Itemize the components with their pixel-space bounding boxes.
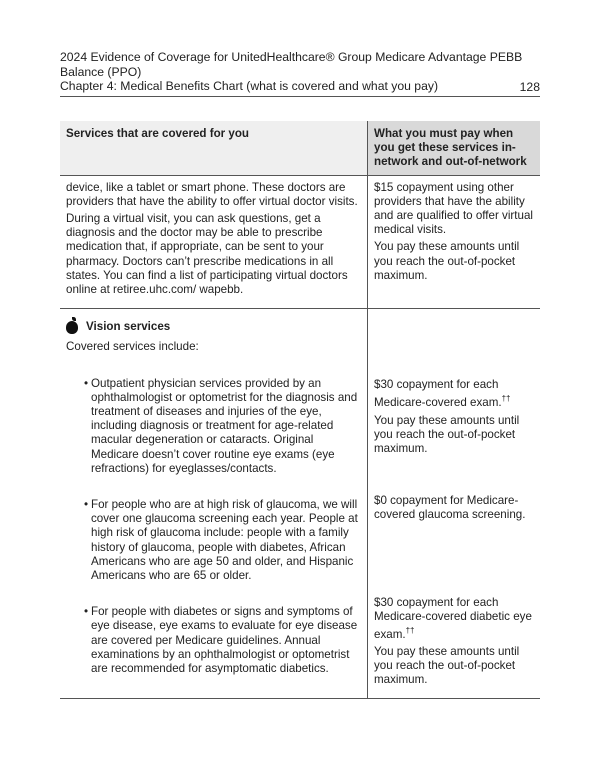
payment-block (374, 596, 534, 688)
footnote-mark: †† (501, 394, 511, 404)
payment-block (374, 378, 534, 456)
header-rule (60, 96, 540, 97)
text: $15 copayment using other providers that have the ability and are qualified to offer virtual medical visits. (374, 180, 533, 237)
text: During a virtual visit, you can ask questions, get a diagnosis and the doctor may be able to prescribe medication that, if appropriate, can be sent to your pharmacy. Doctors can’t prescribe medications in all states. You can find a list of participating virtual doctors online at retiree.uhc.com/ wapebb. (66, 212, 348, 297)
table-row-vision (60, 309, 540, 699)
text: You pay these amounts until you reach the out-of-pocket maximum. (374, 413, 520, 455)
section-title: Vision services (86, 320, 171, 334)
list-item: • For people who are at high risk of glaucoma, we will cover one glaucoma screening each year. People at high risk of glaucoma include: people with a family history of glaucoma, people with diabetes, African Americans who are age 50 and older, and Hispanic Americans who are 65 or older. (66, 498, 361, 583)
chapter-title: Chapter 4: Medical Benefits Chart (what is covered and what you pay) (60, 79, 439, 93)
table-row (60, 175, 540, 309)
text: device, like a tablet or smart phone. These doctors are providers that have the ability to offer virtual doctor visits. (66, 180, 358, 208)
document-title: 2024 Evidence of Coverage for UnitedHealthcare® Group Medicare Advantage PEBB Balance (PPO) (60, 50, 523, 79)
list-item: • For people with diabetes or signs and symptoms of eye disease, eye exams to evaluate for eye disease are covered per Medicare guidelines. Annual examinations by an ophthalmologist or optometrist are recommended for asymptomatic diabetics. (66, 605, 361, 676)
column-header-services: Services that are covered for you (60, 121, 368, 175)
text: $30 copayment for each Medicare-covered diabetic eye exam. (374, 595, 532, 641)
text: You pay these amounts until you reach the out-of-pocket maximum. (374, 644, 520, 687)
footnote-mark: †† (405, 625, 415, 635)
table-header-row (60, 121, 540, 175)
page-number: 128 (519, 80, 540, 94)
column-header-payment: What you must pay when you get these services in-network and out-of-network (368, 121, 541, 175)
apple-icon (66, 321, 78, 334)
text: $30 copayment for each Medicare-covered exam. (374, 378, 502, 410)
text: $0 copayment for Medicare-covered glaucoma screening. (374, 494, 526, 522)
running-header (60, 50, 540, 94)
payment-block (374, 494, 534, 522)
benefits-table (60, 121, 540, 699)
text: Covered services include: (66, 340, 199, 354)
text: You pay these amounts until you reach the out-of-pocket maximum. (374, 240, 520, 282)
section-heading (66, 320, 361, 334)
list-item: • Outpatient physician services provided by an ophthalmologist or optometrist for the diagnosis and treatment of diseases and injuries of the eye, including diagnosis or treatment for age-related macular degeneration or cataracts. Original Medicare doesn’t cover routine eye exams (eye refractions) for eyeglasses/contacts. (66, 377, 361, 476)
